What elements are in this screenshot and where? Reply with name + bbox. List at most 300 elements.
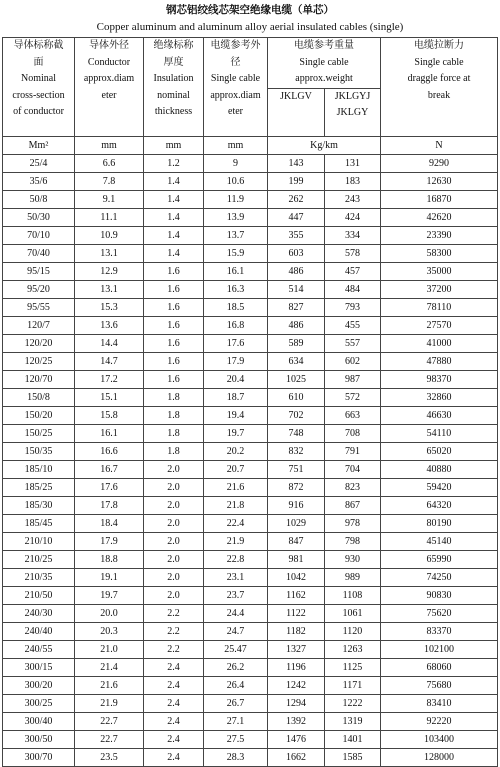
table-cell: 11.1: [75, 209, 144, 227]
table-cell: 2.0: [144, 569, 204, 587]
table-cell: 42620: [381, 209, 498, 227]
table-cell: 798: [325, 533, 381, 551]
table-cell: 457: [325, 263, 381, 281]
table-cell: 981: [268, 551, 325, 569]
table-cell: 602: [325, 353, 381, 371]
table-cell: 199: [268, 173, 325, 191]
table-cell: 704: [325, 461, 381, 479]
table-cell: 18.4: [75, 515, 144, 533]
table-cell: 2.4: [144, 713, 204, 731]
table-row: [3, 209, 498, 227]
table-cell: 987: [325, 371, 381, 389]
table-cell: 1182: [268, 623, 325, 641]
table-cell: 35000: [381, 263, 498, 281]
table-cell: 26.7: [204, 695, 268, 713]
header-cross-section: [3, 38, 75, 137]
table-cell: 20.4: [204, 371, 268, 389]
table-row: [3, 677, 498, 695]
table-cell: 210/50: [3, 587, 75, 605]
table-cell: 603: [268, 245, 325, 263]
table-cell: 75620: [381, 605, 498, 623]
table-row: [3, 731, 498, 749]
header-line: JKLGY: [336, 107, 369, 118]
table-cell: 27.5: [204, 731, 268, 749]
table-cell: 150/8: [3, 389, 75, 407]
header-cable-diameter: [204, 38, 268, 137]
table-row: [3, 479, 498, 497]
table-cell: 1.4: [144, 173, 204, 191]
header-line: JKLGYJ: [334, 91, 371, 102]
table-cell: 24.4: [204, 605, 268, 623]
table-cell: 2.2: [144, 641, 204, 659]
table-cell: 17.9: [75, 533, 144, 551]
table-cell: 17.6: [75, 479, 144, 497]
table-body: [3, 155, 498, 767]
table-cell: 1327: [268, 641, 325, 659]
table-cell: 1122: [268, 605, 325, 623]
table-cell: 210/25: [3, 551, 75, 569]
table-cell: 26.4: [204, 677, 268, 695]
table-cell: 13.6: [75, 317, 144, 335]
subheader-jklgyj: [325, 89, 381, 137]
table-row: [3, 587, 498, 605]
table-cell: 45140: [381, 533, 498, 551]
table-cell: 74250: [381, 569, 498, 587]
header-line: Single cable: [210, 73, 261, 84]
table-cell: 1.8: [144, 425, 204, 443]
table-cell: 793: [325, 299, 381, 317]
table-cell: 1476: [268, 731, 325, 749]
table-cell: 19.4: [204, 407, 268, 425]
table-cell: 210/35: [3, 569, 75, 587]
table-cell: 1662: [268, 749, 325, 767]
table-cell: 1108: [325, 587, 381, 605]
header-line: approx.diam: [83, 73, 135, 84]
table-cell: 1.4: [144, 227, 204, 245]
table-cell: 1.6: [144, 335, 204, 353]
header-line: 厚度: [163, 56, 184, 68]
table-cell: 1294: [268, 695, 325, 713]
table-cell: 1.6: [144, 281, 204, 299]
table-cell: 16.1: [75, 425, 144, 443]
table-cell: 15.9: [204, 245, 268, 263]
table-row: [3, 659, 498, 677]
table-cell: 120/7: [3, 317, 75, 335]
header-line: Single cable: [299, 56, 349, 68]
table-cell: 300/50: [3, 731, 75, 749]
subheader-jklgv: [268, 89, 325, 137]
table-cell: 300/40: [3, 713, 75, 731]
table-cell: 262: [268, 191, 325, 209]
table-cell: 15.3: [75, 299, 144, 317]
table-cell: 1.4: [144, 209, 204, 227]
table-cell: 916: [268, 497, 325, 515]
table-cell: 102100: [381, 641, 498, 659]
table-row: [3, 713, 498, 731]
table-cell: 14.4: [75, 335, 144, 353]
table-cell: 14.7: [75, 353, 144, 371]
table-row: [3, 335, 498, 353]
table-row: [3, 371, 498, 389]
table-row: [3, 425, 498, 443]
table-cell: 1401: [325, 731, 381, 749]
table-cell: 2.4: [144, 677, 204, 695]
table-cell: 18.5: [204, 299, 268, 317]
table-cell: 2.0: [144, 479, 204, 497]
table-cell: 240/55: [3, 641, 75, 659]
table-cell: 240/30: [3, 605, 75, 623]
units-row: [3, 137, 498, 155]
table-cell: 70/10: [3, 227, 75, 245]
table-row: [3, 623, 498, 641]
table-cell: 10.6: [204, 173, 268, 191]
table-cell: 16.8: [204, 317, 268, 335]
header-line: approx.diam: [210, 89, 261, 101]
table-cell: 708: [325, 425, 381, 443]
table-cell: 40880: [381, 461, 498, 479]
unit-cell: mm: [204, 137, 268, 155]
table-cell: 424: [325, 209, 381, 227]
table-cell: 823: [325, 479, 381, 497]
table-row: [3, 155, 498, 173]
table-cell: 23390: [381, 227, 498, 245]
table-cell: 19.7: [75, 587, 144, 605]
header-line: approx.weight: [295, 73, 353, 84]
table-cell: 68060: [381, 659, 498, 677]
table-row: [3, 245, 498, 263]
table-cell: 18.7: [204, 389, 268, 407]
header-draggle-force: [381, 38, 498, 137]
table-cell: 589: [268, 335, 325, 353]
table-cell: 702: [268, 407, 325, 425]
table-cell: 486: [268, 317, 325, 335]
table-cell: 2.0: [144, 461, 204, 479]
table-cell: 143: [268, 155, 325, 173]
table-row: [3, 263, 498, 281]
table-row: [3, 389, 498, 407]
table-row: [3, 443, 498, 461]
table-cell: 210/10: [3, 533, 75, 551]
table-row: [3, 749, 498, 767]
table-cell: 751: [268, 461, 325, 479]
table-cell: 11.9: [204, 191, 268, 209]
table-row: [3, 353, 498, 371]
table-cell: 183: [325, 173, 381, 191]
table-cell: 2.0: [144, 515, 204, 533]
table-cell: 98370: [381, 371, 498, 389]
table-cell: 1585: [325, 749, 381, 767]
table-cell: 1196: [268, 659, 325, 677]
table-cell: 25.47: [204, 641, 268, 659]
table-cell: 832: [268, 443, 325, 461]
header-line: break: [427, 89, 451, 101]
table-cell: 20.0: [75, 605, 144, 623]
table-cell: 35/6: [3, 173, 75, 191]
table-cell: 32860: [381, 389, 498, 407]
table-cell: 27570: [381, 317, 498, 335]
table-cell: 1242: [268, 677, 325, 695]
table-cell: 24.7: [204, 623, 268, 641]
header-line: 绝缘标称: [153, 40, 194, 51]
table-cell: 748: [268, 425, 325, 443]
table-row: [3, 569, 498, 587]
table-cell: 300/70: [3, 749, 75, 767]
table-cell: 17.6: [204, 335, 268, 353]
header-line: Insulation: [153, 73, 194, 84]
table-cell: 13.1: [75, 245, 144, 263]
table-cell: 19.7: [204, 425, 268, 443]
table-cell: 21.6: [75, 677, 144, 695]
table-row: [3, 641, 498, 659]
header-line: nominal: [157, 89, 190, 101]
table-cell: 6.6: [75, 155, 144, 173]
table-row: [3, 191, 498, 209]
table-cell: 867: [325, 497, 381, 515]
table-cell: 19.1: [75, 569, 144, 587]
table-cell: 872: [268, 479, 325, 497]
header-line: Nominal: [21, 73, 56, 84]
header-conductor-diameter: [75, 38, 144, 137]
table-cell: 13.9: [204, 209, 268, 227]
table-cell: 12630: [381, 173, 498, 191]
table-cell: 50/30: [3, 209, 75, 227]
table-cell: 2.2: [144, 623, 204, 641]
table-row: [3, 551, 498, 569]
table-cell: 1.6: [144, 371, 204, 389]
table-cell: 827: [268, 299, 325, 317]
table-cell: 23.7: [204, 587, 268, 605]
table-cell: 150/20: [3, 407, 75, 425]
table-cell: 12.9: [75, 263, 144, 281]
table-cell: 13.1: [75, 281, 144, 299]
table-cell: 21.8: [204, 497, 268, 515]
table-cell: 578: [325, 245, 381, 263]
table-cell: 185/30: [3, 497, 75, 515]
header-cable-weight: [268, 38, 381, 89]
table-row: [3, 605, 498, 623]
table-cell: 78110: [381, 299, 498, 317]
table-row: [3, 281, 498, 299]
table-cell: 37200: [381, 281, 498, 299]
table-cell: 1025: [268, 371, 325, 389]
table-cell: 95/15: [3, 263, 75, 281]
table-row: [3, 317, 498, 335]
header-line: Conductor: [87, 56, 131, 68]
table-cell: 978: [325, 515, 381, 533]
table-cell: 2.2: [144, 605, 204, 623]
table-cell: 16.7: [75, 461, 144, 479]
table-cell: 21.0: [75, 641, 144, 659]
table-cell: 70/40: [3, 245, 75, 263]
table-cell: 300/25: [3, 695, 75, 713]
table-row: [3, 533, 498, 551]
table-cell: 557: [325, 335, 381, 353]
table-cell: 572: [325, 389, 381, 407]
table-cell: 1.6: [144, 299, 204, 317]
table-cell: 1.6: [144, 353, 204, 371]
table-row: [3, 299, 498, 317]
table-cell: 128000: [381, 749, 498, 767]
table-cell: 300/15: [3, 659, 75, 677]
header-line: 电缆参考重量: [294, 40, 354, 51]
unit-cell: mm: [144, 137, 204, 155]
table-cell: 9: [204, 155, 268, 173]
table-cell: 47880: [381, 353, 498, 371]
header-line: of conductor: [13, 106, 64, 117]
table-cell: 1120: [325, 623, 381, 641]
table-cell: 10.9: [75, 227, 144, 245]
table-cell: 26.2: [204, 659, 268, 677]
header-line: 导体标称截: [13, 40, 64, 51]
table-cell: 989: [325, 569, 381, 587]
header-insulation-thickness: [144, 38, 204, 137]
table-cell: 847: [268, 533, 325, 551]
table-cell: 23.1: [204, 569, 268, 587]
table-cell: 2.0: [144, 497, 204, 515]
table-cell: 41000: [381, 335, 498, 353]
unit-cell: Kg/km: [268, 137, 381, 155]
table-cell: 634: [268, 353, 325, 371]
table-cell: 514: [268, 281, 325, 299]
table-cell: 1125: [325, 659, 381, 677]
table-cell: 28.3: [204, 749, 268, 767]
table-cell: 455: [325, 317, 381, 335]
table-cell: 484: [325, 281, 381, 299]
table-cell: 17.8: [75, 497, 144, 515]
table-cell: 663: [325, 407, 381, 425]
table-cell: 447: [268, 209, 325, 227]
header-line: thickness: [154, 106, 193, 117]
table-cell: 22.7: [75, 731, 144, 749]
unit-cell: N: [381, 137, 498, 155]
table-cell: 1.2: [144, 155, 204, 173]
table-cell: 27.1: [204, 713, 268, 731]
table-cell: 75680: [381, 677, 498, 695]
table-cell: 13.7: [204, 227, 268, 245]
table-cell: 1222: [325, 695, 381, 713]
header-line: 电缆参考外: [210, 40, 261, 51]
table-cell: 95/20: [3, 281, 75, 299]
table-cell: 2.0: [144, 551, 204, 569]
table-cell: 92220: [381, 713, 498, 731]
table-cell: 17.2: [75, 371, 144, 389]
table-row: [3, 497, 498, 515]
table-cell: 930: [325, 551, 381, 569]
table-cell: 486: [268, 263, 325, 281]
table-cell: 21.4: [75, 659, 144, 677]
table-cell: 20.7: [204, 461, 268, 479]
table-cell: 22.4: [204, 515, 268, 533]
table-cell: 2.0: [144, 533, 204, 551]
table-cell: 9.1: [75, 191, 144, 209]
table-cell: 23.5: [75, 749, 144, 767]
header-line: 导体外径: [89, 40, 129, 51]
table-cell: 21.6: [204, 479, 268, 497]
table-row: [3, 173, 498, 191]
table-cell: 16.1: [204, 263, 268, 281]
table-cell: 65020: [381, 443, 498, 461]
table-cell: 610: [268, 389, 325, 407]
table-cell: 2.4: [144, 749, 204, 767]
table-cell: 185/25: [3, 479, 75, 497]
table-cell: 9290: [381, 155, 498, 173]
table-cell: 59420: [381, 479, 498, 497]
table-cell: 103400: [381, 731, 498, 749]
table-cell: 1.6: [144, 263, 204, 281]
table-row: [3, 695, 498, 713]
table-cell: 1171: [325, 677, 381, 695]
header-line: JKLGV: [280, 91, 312, 102]
unit-cell: mm: [75, 137, 144, 155]
header-line: 径: [230, 56, 241, 68]
table-cell: 791: [325, 443, 381, 461]
table-cell: 1.8: [144, 443, 204, 461]
table-cell: 95/55: [3, 299, 75, 317]
table-cell: 2.0: [144, 587, 204, 605]
table-cell: 18.8: [75, 551, 144, 569]
table-cell: 25/4: [3, 155, 75, 173]
table-cell: 65990: [381, 551, 498, 569]
table-cell: 1263: [325, 641, 381, 659]
table-cell: 1.8: [144, 389, 204, 407]
table-cell: 1.4: [144, 245, 204, 263]
header-line: 面: [33, 56, 44, 68]
spec-table: [2, 37, 498, 767]
table-cell: 150/25: [3, 425, 75, 443]
table-cell: 1392: [268, 713, 325, 731]
table-row: [3, 515, 498, 533]
table-cell: 240/40: [3, 623, 75, 641]
table-cell: 58300: [381, 245, 498, 263]
table-cell: 334: [325, 227, 381, 245]
table-cell: 20.2: [204, 443, 268, 461]
table-cell: 16.6: [75, 443, 144, 461]
header-row-1: [3, 38, 498, 89]
table-cell: 50/8: [3, 191, 75, 209]
table-cell: 7.8: [75, 173, 144, 191]
table-row: [3, 461, 498, 479]
table-cell: 21.9: [204, 533, 268, 551]
table-cell: 355: [268, 227, 325, 245]
table-cell: 2.4: [144, 695, 204, 713]
table-cell: 80190: [381, 515, 498, 533]
table-cell: 243: [325, 191, 381, 209]
table-cell: 2.4: [144, 731, 204, 749]
table-cell: 2.4: [144, 659, 204, 677]
header-line: draggle force at: [407, 73, 471, 84]
header-line: Single cable: [414, 56, 464, 68]
table-cell: 83410: [381, 695, 498, 713]
table-cell: 1.6: [144, 317, 204, 335]
table-row: [3, 227, 498, 245]
table-cell: 54110: [381, 425, 498, 443]
table-cell: 120/70: [3, 371, 75, 389]
table-cell: 185/45: [3, 515, 75, 533]
table-cell: 131: [325, 155, 381, 173]
title-chinese: 钢芯铝绞线芯架空绝缘电缆（单芯）: [166, 4, 334, 16]
table-cell: 1029: [268, 515, 325, 533]
table-cell: 16870: [381, 191, 498, 209]
table-cell: 1042: [268, 569, 325, 587]
table-cell: 46630: [381, 407, 498, 425]
table-cell: 17.9: [204, 353, 268, 371]
table-cell: 1061: [325, 605, 381, 623]
table-cell: 22.8: [204, 551, 268, 569]
table-cell: 185/10: [3, 461, 75, 479]
table-cell: 15.8: [75, 407, 144, 425]
table-cell: 120/20: [3, 335, 75, 353]
table-cell: 21.9: [75, 695, 144, 713]
